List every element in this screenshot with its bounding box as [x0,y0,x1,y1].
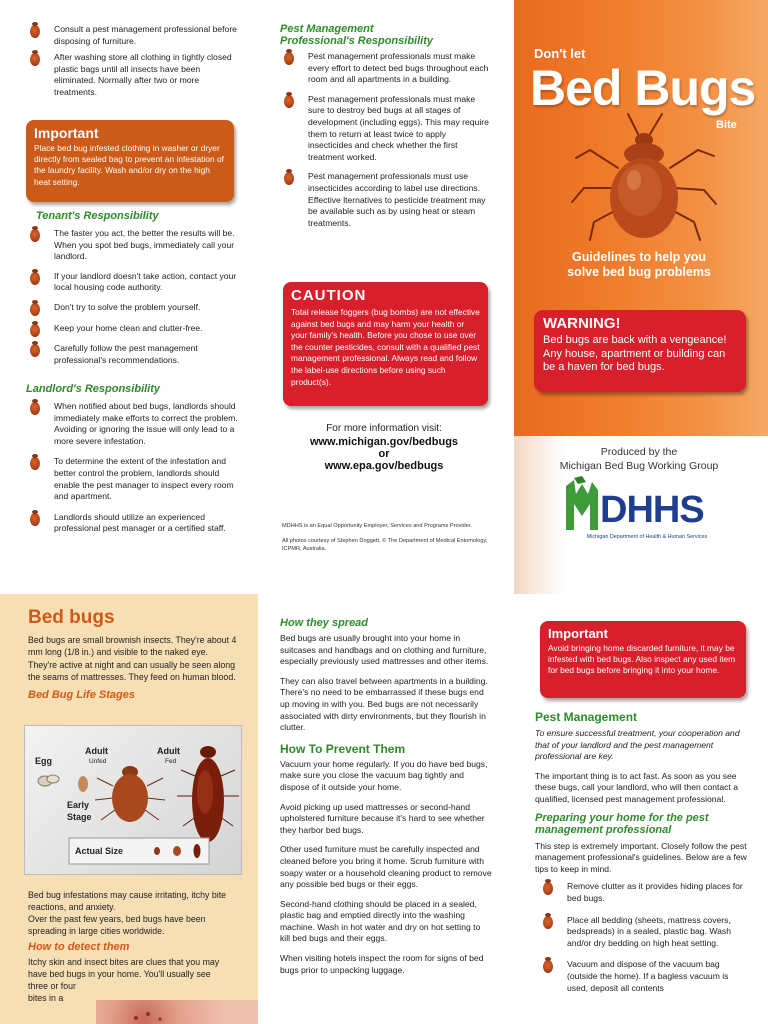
pest-management-section [535,710,747,994]
infestation-p2: Over the past few years, bed bugs have been spreading in large cities worldwide. [28,914,206,936]
bed-bug-icon [543,882,553,895]
stage-label-fed: Fed [165,758,177,765]
footnote-equal-opportunity: MDHHS is an Equal Opportunity Employer, Services and Programs Provider. [282,523,472,529]
list-item: Landlords should utilize an experienced professional pest manager or a certified staff. [30,512,240,535]
stage-label-adult-unfed: Adult [85,746,108,756]
bed-bug-icon [543,916,553,929]
cover-guidelines [534,250,744,280]
important-text: Place bed bug infested clothing in washer or dryer directly from sealed bag to prevent an infestation of the laundry facility. Wash and/or dry on the high heat setting. [34,143,224,187]
bed-bug-icon [284,172,294,185]
bed-bug-icon [30,513,40,526]
bed-bug-icon [30,324,40,337]
prep-heading-line1: Preparing your home for the pest [535,811,709,824]
prevent-p5: When visiting hotels inspect the room for signs of bed bugs prior to unpacking luggage. [280,953,484,975]
more-info [282,423,486,472]
life-stage-bugs-illustration [25,726,243,876]
guidelines-line2: solve bed bug problems [567,265,711,279]
prevent-p4: Second-hand clothing should be placed in a sealed, plastic bag and emptied directly into the washing machine. Wash in hot water and dry on hot setting to kill bed bugs and their eggs. [280,898,481,944]
mdhhs-logo [562,476,732,546]
bite-photo [96,1000,258,1024]
detect-text-3: bites in a [28,993,64,1003]
bed-bugs-section [28,607,238,701]
or-text: or [378,448,390,460]
bed-bug-icon [284,95,294,108]
list-item: If your landlord doesn't take action, contact your local housing code authority. [30,271,240,294]
detect-heading: How to detect them [28,941,130,953]
bed-bug-icon [30,402,40,415]
important-text-2: Avoid bringing home discarded furniture, it may be infested with bed bugs. Also inspect any used item for bed bugs before bringing it into your home. [548,643,736,676]
pmp-heading-line1: Pest Management [280,23,374,35]
cover-dont-let: Don't let [534,46,586,61]
landlord-heading: Landlord's Responsibility [26,383,161,395]
bed-bug-icon [30,457,40,470]
stage-label-early: Early [67,800,90,810]
infestation-p1: Bed bug infestations may cause irritating, itchy bite reactions, and anxiety. [28,890,227,912]
spread-heading: How they spread [280,617,369,629]
bed-bug-icon [30,272,40,285]
list-item: Carefully follow the pest management professional's recommendations. [30,343,240,366]
tenant-section [30,210,240,366]
detect-text-2: three or four [28,981,76,991]
mdhhs-letters: DHHS [600,489,704,531]
prevent-heading: How To Prevent Them [280,741,406,756]
list-item: To determine the extent of the infestation and better control the problem, landlords should enable the pest manager to inspect every room and apartment. [30,456,240,502]
produced-line2: Michigan Bed Bug Working Group [559,460,719,472]
caution-text: Total release foggers (bug bombs) are not effective against bed bugs and may harm your health or your family's health. Before you chose to use over the counter pesticides, consult with a qualified pest management professional. Always read and follow the label-use directions before using such product(s). [291,307,480,387]
list-item: After washing store all clothing in tightly closed plastic bags until all insects have been eliminated. Normally after two or more treatments. [30,52,240,98]
cover-title: Bed Bugs [530,60,756,116]
detect-text: Itchy skin and insect bites are clues that you may have bed bugs in your home. You'll usually see [28,957,220,979]
warning-box [534,310,746,392]
bed-bug-icon [284,52,294,65]
list-item: Consult a pest management professional before disposing of furniture. [30,24,240,47]
pm-paragraph: The important thing is to act fast. As soon as you see these bugs, call your landlord, who will then contact a qualified, licensed pest management professional. [535,770,739,804]
list-item: The faster you act, the better the results will be. When you spot bed bugs, immediately call your landlord. [30,228,240,263]
produced-line1: Produced by the [600,446,678,458]
warning-title: WARNING! [543,315,621,332]
bed-bug-icon [30,229,40,242]
stage-label-adult-fed: Adult [157,746,180,756]
spread-p1: Bed bugs are usually brought into your home in suitcases and handbags and on clothing and furniture, especially previously used mattresses and other items. [280,633,489,667]
footnote-photo-credit: All photos courtesy of Stephen Doggett, © The Department of Medical Entomology, ICPMR, Australia. [282,538,488,552]
list-item: Place all bedding (sheets, mattress covers, bedspreads) in a sealed, plastic bag. Wash and/or dry bedding on high heat setting. [543,915,747,950]
top-left-panel [30,24,240,99]
bed-bug-icon [30,53,40,66]
important-laundry-box [26,120,234,202]
produced-by [534,445,744,473]
bed-bug-icon [30,25,40,38]
cover-bed-bug-illustration [570,110,720,245]
life-stages-figure [24,725,242,875]
list-item: Don't try to solve the problem yourself. [30,302,240,314]
guidelines-line1: Guidelines to help you [571,250,707,264]
epa-link[interactable]: www.epa.gov/bedbugs [324,460,444,472]
caution-title: CAUTION [291,287,367,304]
footnotes [282,523,492,553]
list-item: Remove clutter as it provides hiding places for bed bugs. [543,881,747,904]
caution-box [283,282,488,406]
list-item: Vacuum and dispose of the vacuum bag (outside the home). If a bagless vacuum is used, deposit all contents [543,959,747,994]
spread-p2: They can also travel between apartments in a building. There's no need to be embarrassed if these bugs end up moving in with you. Bed bugs are not necessarily associated with dirty environments, but they flourish in clutter. [280,675,488,733]
michigan-m-logo-icon [562,476,602,532]
stage-label-unfed: Unfed [89,758,107,765]
pmp-section [280,23,490,229]
info-intro: For more information visit: [326,423,442,434]
cover-bite: Bite [716,119,737,131]
list-item: When notified about bed bugs, landlords should immediately make efforts to correct the problem. Avoiding or ignoring the issue will only lead to a more severe infestation. [30,401,240,447]
bite-marks-icon [96,1000,258,1024]
landlord-section [26,383,240,535]
bed-bug-icon [30,344,40,357]
list-item: Pest management professionals must make sure to destroy bed bugs at all stages of development (including eggs). This may require them to return at least twice to apply insecticides and check whether the first treatment worked. [284,94,490,164]
mdhhs-subtitle: Michigan Department of Health & Human Services [586,534,708,540]
pm-italic: To ensure successful treatment, your cooperation and that of your landlord and the pest management professional are key. [535,728,740,762]
spread-prevent-section [280,617,492,976]
michigan-link[interactable]: www.michigan.gov/bedbugs [309,436,459,448]
important-title-2: Important [548,626,608,641]
list-item: Keep your home clean and clutter-free. [30,323,240,335]
list-item: Pest management professionals must use insecticides according to label use directions. Effective lternatives to pesticide treatment may be available such as by using heat or steam treatments. [284,171,490,229]
life-stages-heading: Bed Bug Life Stages [28,688,135,701]
prevent-p1: Vacuum your home regularly. If you do have bed bugs, make sure you close the vacuum bag tightly and dispose of it outside your home. [280,758,488,792]
important-furniture-box [540,621,746,698]
pmp-heading-line2: Professional's Responsibility [280,35,433,47]
bed-bug-icon [543,960,553,973]
bed-bugs-heading: Bed bugs [28,607,115,628]
bed-bug-icon [30,303,40,316]
pm-heading: Pest Management [535,710,638,724]
bed-bugs-intro: Bed bugs are small brownish insects. They're about 4 mm long (1/8 in.) and visible to the naked eye. They're active at night and can usually be seen along the seams of mattresses. They feed on human blood. [28,635,237,683]
warning-text: Bed bugs are back with a vengeance! Any house, apartment or building can be a haven for bed bugs. [543,334,727,374]
infestation-text [28,889,240,1004]
tenant-heading: Tenant's Responsibility [36,210,159,222]
stage-label-egg: Egg [35,756,52,766]
prevent-p2: Avoid picking up used mattresses or second-hand upholstered furniture because it's hard to see whether they harbor bed bugs. [280,801,485,835]
prep-paragraph: This step is extremely important. Closely follow the pest management professional's guidelines. Below are a few tips to keep in mind. [535,840,747,874]
stage-label-stage: Stage [67,812,92,822]
important-title: Important [34,125,99,141]
actual-size-label: Actual Size [75,846,124,856]
prevent-p3: Other used furniture must be carefully inspected and cleaned before you bring it home. Scrub furniture with soapy water or a household cleaning product to remove any possible bed bugs or their eggs. [280,844,492,890]
list-item: Pest management professionals must make every effort to detect bed bugs throughout each room and all apartments in a building. [284,51,490,86]
prep-heading-line2: management professional [535,823,672,836]
